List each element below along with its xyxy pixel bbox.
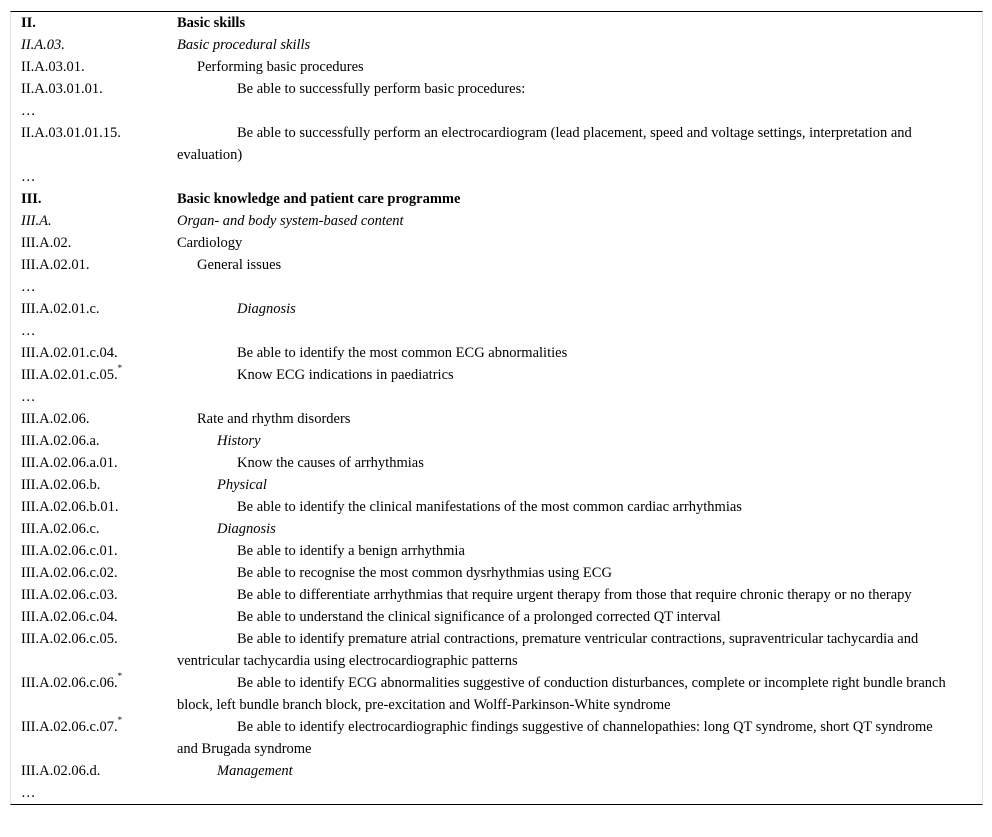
code-text: III.A.02.06.c.03. (21, 587, 118, 603)
code-text: III.A.02.01.c.04. (21, 345, 118, 361)
table-row (11, 342, 982, 364)
table-row (11, 298, 982, 320)
code-text: III.A.02.06.c.01. (21, 543, 118, 559)
row-description: Physical (217, 477, 267, 493)
table-row (11, 188, 982, 210)
footnote-marker: * (117, 363, 123, 374)
table-row (11, 210, 982, 232)
row-description: Be able to successfully perform an electrocardiogram (lead placement, speed and voltage settings, interpretation and evaluation) (177, 125, 912, 163)
table-row (11, 34, 982, 56)
table-row (11, 562, 982, 584)
code-text: III.A.02.06.b. (21, 477, 101, 493)
row-code (11, 254, 177, 276)
row-code (11, 408, 177, 430)
table-row (11, 584, 982, 606)
row-code (11, 56, 177, 78)
row-description: Rate and rhythm disorders (197, 411, 351, 427)
table-row (11, 606, 982, 628)
row-code (11, 430, 177, 452)
code-text: II.A.03.01.01. (21, 81, 103, 97)
row-description (177, 166, 957, 188)
table-row (11, 540, 982, 562)
row-description (177, 276, 957, 298)
table-row (11, 782, 982, 804)
row-description: Organ- and body system-based content (177, 213, 404, 229)
row-code (11, 782, 177, 804)
row-description: Be able to understand the clinical significance of a prolonged corrected QT interval (237, 609, 721, 625)
code-text: III.A.02.01.c.05. (21, 367, 118, 383)
code-text: … (21, 389, 36, 405)
code-text: III.A.02.01. (21, 257, 90, 273)
table-row (11, 78, 982, 100)
row-code (11, 188, 177, 210)
code-text: … (21, 323, 36, 339)
table-row (11, 56, 982, 78)
row-description: Be able to identify electrocardiographic findings suggestive of channelopathies: long QT syndrome, short QT syndrome and Brugada syndrome (177, 719, 933, 757)
code-text: III.A.02.06.d. (21, 763, 101, 779)
footnote-marker: * (117, 671, 123, 682)
table-row (11, 496, 982, 518)
row-code (11, 474, 177, 496)
code-text: III.A.02.06.c.07. (21, 719, 118, 735)
row-code (11, 606, 177, 628)
table-row (11, 430, 982, 452)
table-row (11, 628, 982, 672)
code-text: III.A.02.06.b.01. (21, 499, 119, 515)
code-text: III.A. (21, 213, 52, 229)
row-description: Be able to differentiate arrhythmias that require urgent therapy from those that require chronic therapy or no therapy (237, 587, 912, 603)
row-code (11, 672, 177, 716)
row-code (11, 78, 177, 100)
row-code (11, 452, 177, 474)
row-code (11, 34, 177, 56)
row-description (177, 782, 957, 804)
table-row (11, 452, 982, 474)
row-description: Be able to identify premature atrial contractions, premature ventricular contractions, supraventricular tachycardia and ventricular tachycardia using electrocardiographic patterns (177, 631, 919, 669)
code-text: III.A.02. (21, 235, 72, 251)
table-row (11, 408, 982, 430)
row-description: Be able to identify the most common ECG abnormalities (237, 345, 568, 361)
row-code (11, 562, 177, 584)
row-description: Basic skills (177, 15, 246, 31)
row-description: Know the causes of arrhythmias (237, 455, 424, 471)
table-row (11, 518, 982, 540)
row-code (11, 584, 177, 606)
row-code (11, 540, 177, 562)
code-text: … (21, 169, 36, 185)
row-description: Be able to recognise the most common dysrhythmias using ECG (237, 565, 612, 581)
row-code (11, 364, 177, 386)
code-text: II.A.03.01. (21, 59, 85, 75)
row-description: Diagnosis (217, 521, 276, 537)
row-description: Performing basic procedures (197, 59, 364, 75)
row-code (11, 100, 177, 122)
footnote-marker: * (117, 715, 123, 726)
code-text: III.A.02.06.c. (21, 521, 100, 537)
code-text: II.A.03.01.01.15. (21, 125, 121, 141)
row-code (11, 628, 177, 672)
row-code (11, 210, 177, 232)
code-text: III.A.02.06.a.01. (21, 455, 118, 471)
code-text: III. (21, 191, 42, 207)
code-text: III.A.02.06.c.05. (21, 631, 118, 647)
code-text: III.A.02.06. (21, 411, 90, 427)
row-code (11, 716, 177, 760)
code-text: III.A.02.06.c.02. (21, 565, 118, 581)
row-code (11, 518, 177, 540)
row-description: Basic knowledge and patient care programme (177, 191, 461, 207)
table-row (11, 232, 982, 254)
table-row (11, 760, 982, 782)
code-text: II.A.03. (21, 37, 65, 53)
row-description: Cardiology (177, 235, 243, 251)
row-description: Management (217, 763, 293, 779)
table-row (11, 386, 982, 408)
code-text: … (21, 279, 36, 295)
row-code (11, 276, 177, 298)
row-description: History (217, 433, 261, 449)
table-row (11, 254, 982, 276)
table-row (11, 276, 982, 298)
row-code (11, 122, 177, 166)
code-text: III.A.02.06.c.06. (21, 675, 118, 691)
code-text: III.A.02.06.c.04. (21, 609, 118, 625)
table-row (11, 166, 982, 188)
code-text: … (21, 103, 36, 119)
row-description: Know ECG indications in paediatrics (237, 367, 454, 383)
row-code (11, 342, 177, 364)
row-code (11, 12, 177, 34)
row-description: Basic procedural skills (177, 37, 311, 53)
row-code (11, 232, 177, 254)
row-description: Be able to identify a benign arrhythmia (237, 543, 465, 559)
row-description: Diagnosis (237, 301, 296, 317)
row-description: Be able to successfully perform basic procedures: (237, 81, 526, 97)
row-description: General issues (197, 257, 282, 273)
table-row (11, 12, 982, 34)
row-code (11, 386, 177, 408)
code-text: III.A.02.06.a. (21, 433, 100, 449)
row-code (11, 496, 177, 518)
row-description: Be able to identify ECG abnormalities suggestive of conduction disturbances, complete or incomplete right bundle branch block, left bundle branch block, pre-excitation and Wolff-Parkinson-White syndrome (177, 675, 946, 713)
row-description: Be able to identify the clinical manifestations of the most common cardiac arrhythmias (237, 499, 742, 515)
table-row (11, 100, 982, 122)
code-text: II. (21, 15, 36, 31)
table-row (11, 474, 982, 496)
row-code (11, 320, 177, 342)
table-row (11, 122, 982, 166)
row-code (11, 166, 177, 188)
table-row (11, 716, 982, 760)
code-text: III.A.02.01.c. (21, 301, 100, 317)
table-row (11, 320, 982, 342)
table-row (11, 364, 982, 386)
table-row (11, 672, 982, 716)
row-description (177, 386, 957, 408)
code-text: … (21, 785, 36, 801)
row-description (177, 320, 957, 342)
row-description (177, 100, 957, 122)
row-code (11, 760, 177, 782)
curriculum-table (10, 11, 983, 805)
row-code (11, 298, 177, 320)
